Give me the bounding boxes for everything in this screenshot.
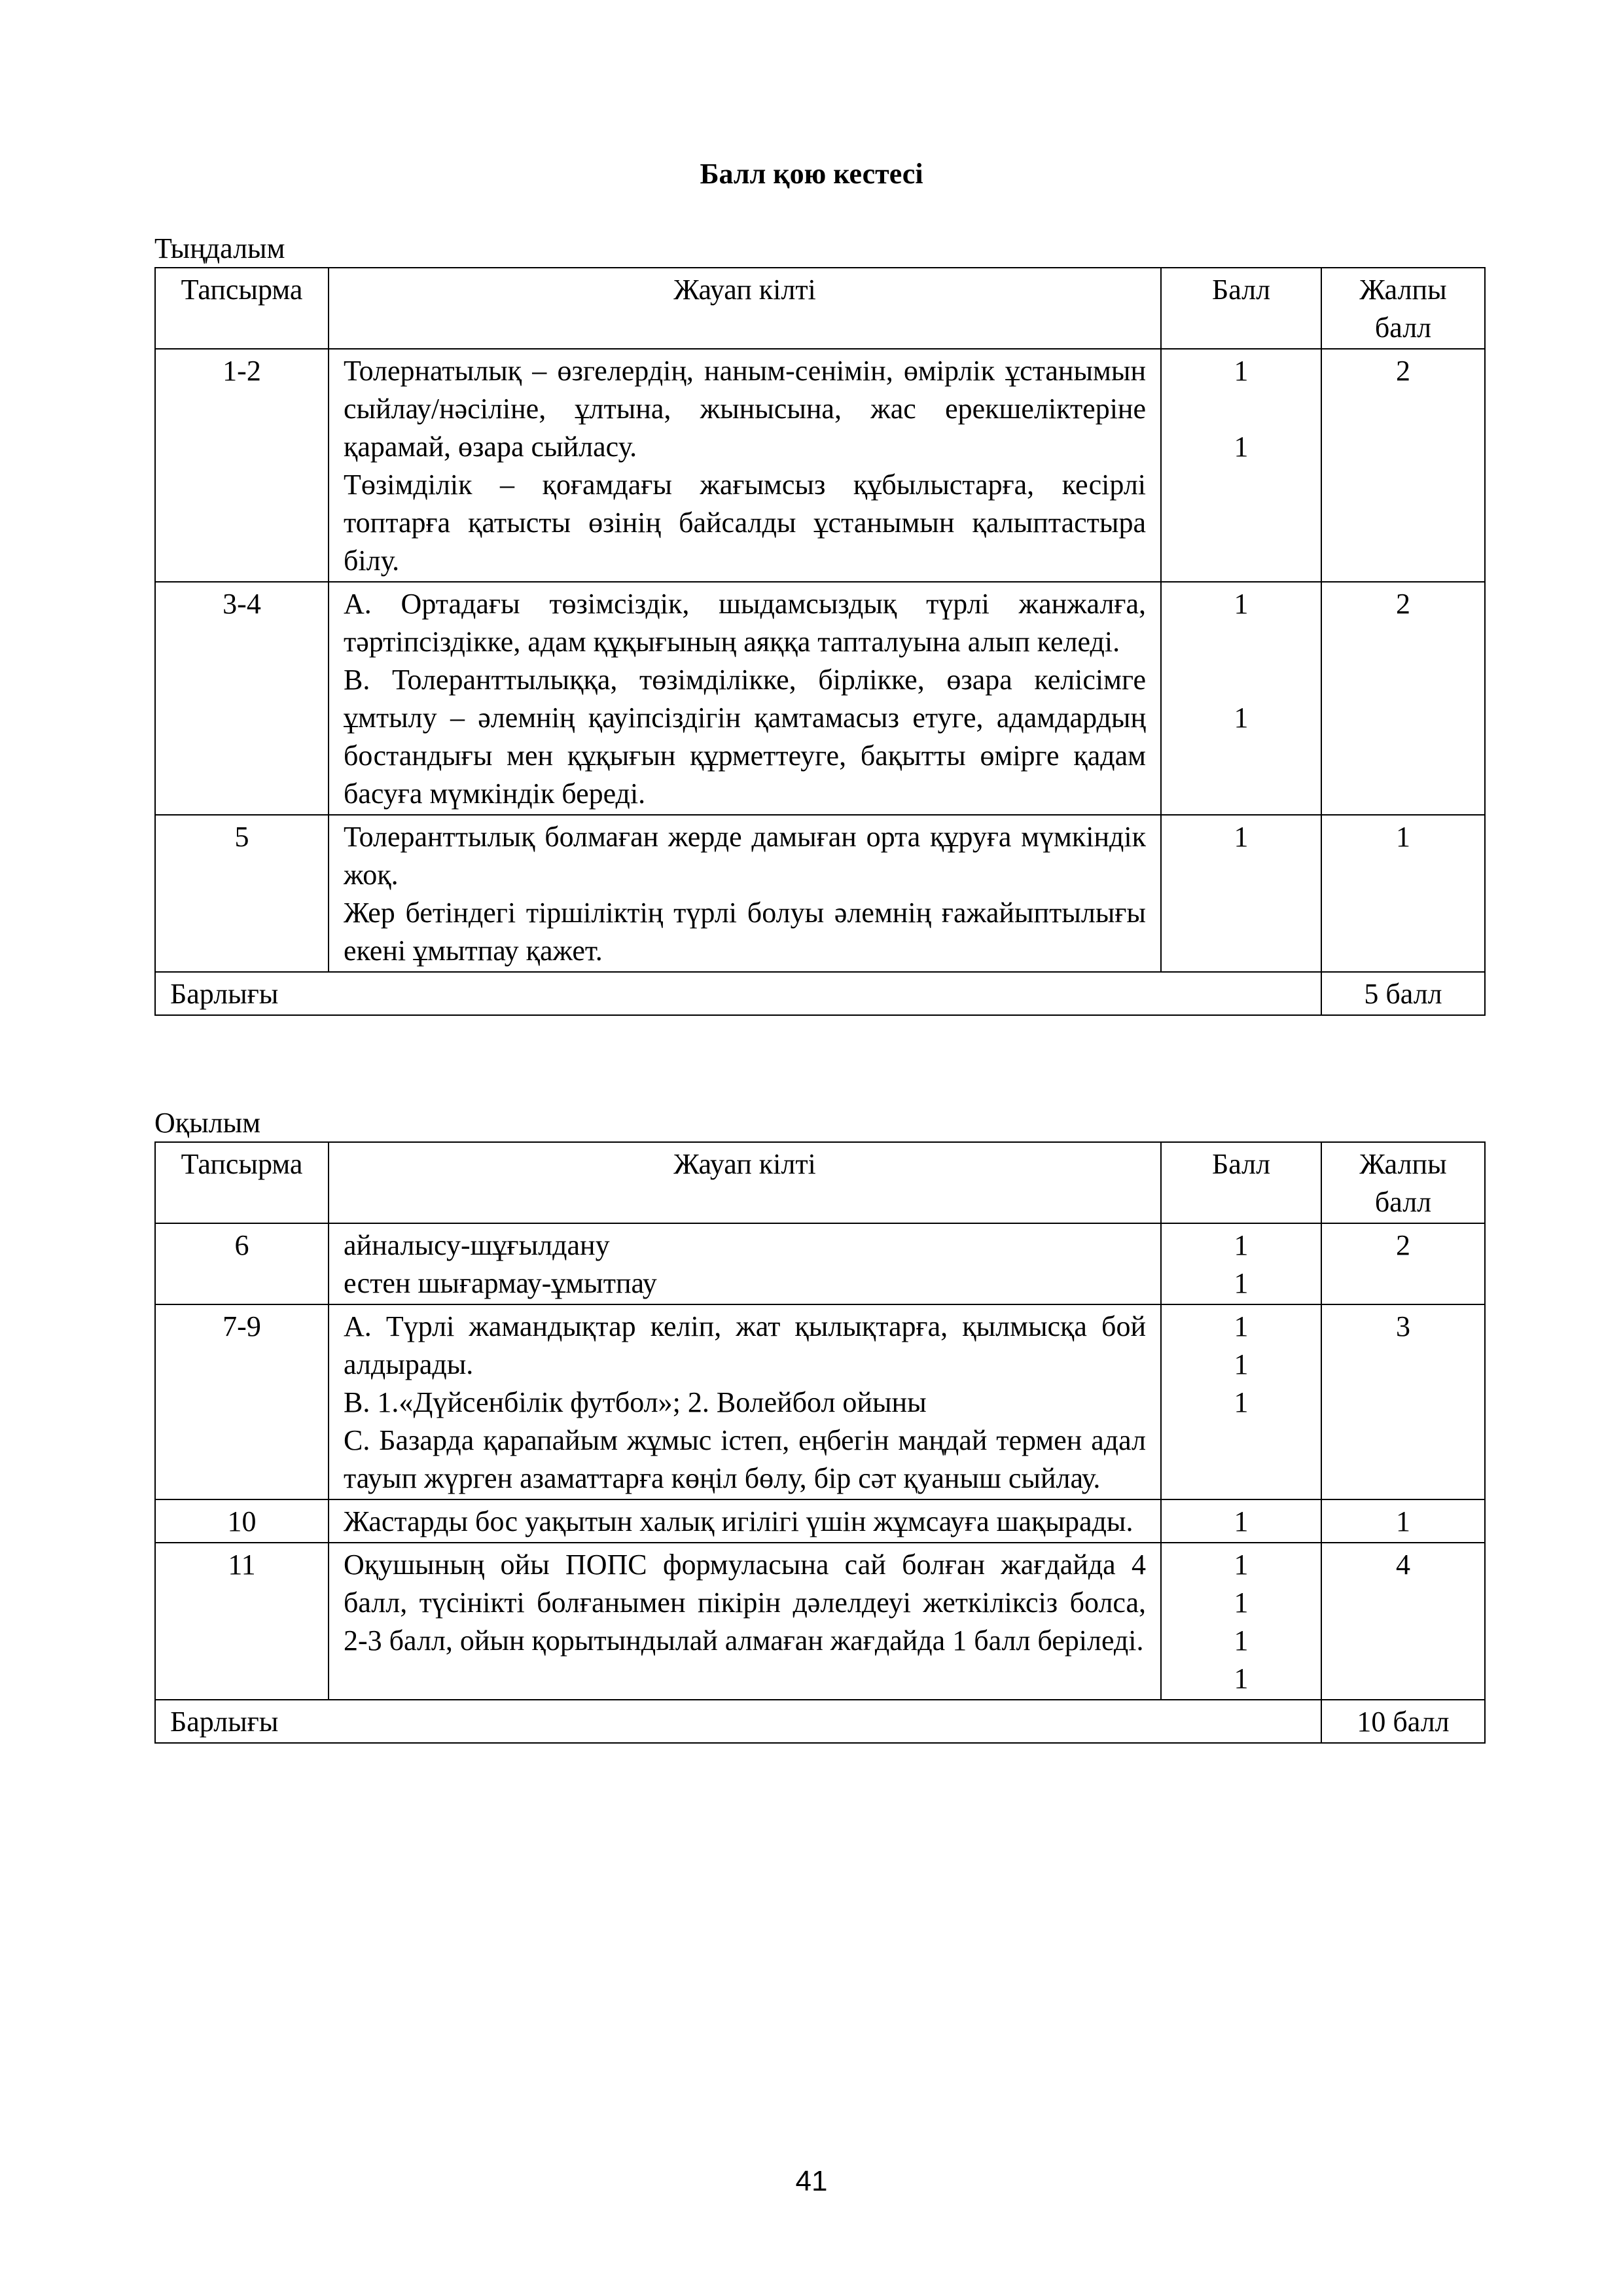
total-score: 2: [1321, 582, 1485, 815]
answer-text: Толеранттылық болмаған жерде дамыған орта құруға мүмкіндік жоқ.: [344, 821, 1146, 891]
answer-key-cell: [329, 1223, 1161, 1304]
header-total-line1: Жалпы: [1359, 1148, 1447, 1180]
header-task: Тапсырма: [155, 268, 329, 349]
task-number: 10: [155, 1499, 329, 1543]
sum-label: Барлығы: [155, 1700, 1321, 1743]
score-value: 1: [1234, 702, 1249, 734]
sum-label: Барлығы: [155, 972, 1321, 1015]
total-score: 3: [1321, 1304, 1485, 1499]
answer-text: Толернатылық – өзгелердің, наным-сенімін, өмірлік ұстанымын сыйлау/нәсіліне, ұлтына, жынысына, жас ерекшеліктеріне қарамай, өзара сыйласу.: [344, 355, 1146, 463]
page-number: 41: [795, 2165, 828, 2197]
answer-text: Жастарды бос уақытын халық игілігі үшін жұмсауға шақырады.: [344, 1505, 1133, 1537]
total-score: 1: [1321, 1499, 1485, 1543]
header-score: Балл: [1161, 1142, 1321, 1223]
table-sum-row: [155, 972, 1485, 1015]
score-value: 1: [1234, 1549, 1249, 1581]
answer-text: Төзімділік – қоғамдағы жағымсыз құбылыстарға, кесірлі топтарға қатысты өзінің байсалды ұстанымын қалыптастыра білу.: [344, 469, 1146, 577]
total-score: 1: [1321, 815, 1485, 972]
score-value: 1: [1234, 1310, 1249, 1342]
task-number: 7-9: [155, 1304, 329, 1499]
answer-text: В. Толеранттылыққа, төзімділікке, бірлікке, өзара келісімге ұмтылу – әлемнің қауіпсіздігін қамтамасыз етуге, адамдардың бостандығы мен құқығын құрметтеуге, бақытты өмірге қадам басуға мүмкіндік береді.: [344, 664, 1146, 810]
answer-text: С. Базарда қарапайым жұмыс істеп, еңбегін маңдай термен адал тауып жүрген азаматтарға көңіл бөлу, бір сәт қуаныш сыйлау.: [344, 1424, 1146, 1494]
task-number: 3-4: [155, 582, 329, 815]
table-row: [155, 1499, 1485, 1543]
header-task: Тапсырма: [155, 1142, 329, 1223]
listening-score-table: [154, 267, 1486, 1016]
score-value: [1176, 623, 1306, 661]
answer-key-cell: [329, 815, 1161, 972]
reading-section-label: Оқылым: [154, 1107, 261, 1139]
score-cell: [1161, 349, 1321, 582]
score-value: 1: [1234, 1348, 1249, 1380]
score-cell: [1161, 1499, 1321, 1543]
answer-text: Жер бетіндегі тіршіліктің түрлі болуы әлемнің ғажайыптылығы екені ұмытпау қажет.: [344, 897, 1146, 967]
header-total-line1: Жалпы: [1359, 274, 1447, 306]
table-row: [155, 815, 1485, 972]
score-cell: [1161, 582, 1321, 815]
score-cell: [1161, 815, 1321, 972]
score-value: 1: [1234, 355, 1249, 387]
page-title: Балл қою кестесі: [700, 158, 923, 190]
answer-text: айналысу-шұғылдану: [344, 1229, 610, 1261]
answer-text: В. 1.«Дүйсенбілік футбол»; 2. Волейбол ойыны: [344, 1386, 927, 1418]
score-value: 1: [1234, 1229, 1249, 1261]
sum-value: 10 балл: [1321, 1700, 1485, 1743]
table-header-row: [155, 1142, 1485, 1223]
score-value: 1: [1234, 1505, 1249, 1537]
answer-key-cell: [329, 582, 1161, 815]
score-value: 1: [1234, 1587, 1249, 1619]
answer-text: А. Түрлі жамандықтар келіп, жат қылықтарға, қылмысқа бой алдырады.: [344, 1310, 1146, 1380]
score-value: 1: [1234, 431, 1249, 463]
answer-key-cell: [329, 1543, 1161, 1700]
table-header-row: [155, 268, 1485, 349]
score-cell: [1161, 1304, 1321, 1499]
score-value: 1: [1234, 1624, 1249, 1657]
table-row: [155, 1543, 1485, 1700]
answer-text: А. Ортадағы төзімсіздік, шыдамсыздық түрлі жанжалға, тәртіпсіздікке, адам құқығының аяққа тапталуына алып келеді.: [344, 588, 1146, 658]
total-score: 2: [1321, 1223, 1485, 1304]
table-row: [155, 349, 1485, 582]
sum-value: 5 балл: [1321, 972, 1485, 1015]
table-sum-row: [155, 1700, 1485, 1743]
task-number: 11: [155, 1543, 329, 1700]
score-value: 1: [1234, 1386, 1249, 1418]
total-score: 4: [1321, 1543, 1485, 1700]
header-total: [1321, 1142, 1485, 1223]
header-answer-key: Жауап кілті: [329, 268, 1161, 349]
listening-section-label: Тыңдалым: [154, 232, 285, 264]
header-answer-key: Жауап кілті: [329, 1142, 1161, 1223]
header-total-line2: балл: [1374, 1186, 1432, 1218]
total-score: 2: [1321, 349, 1485, 582]
task-number: 6: [155, 1223, 329, 1304]
header-total: [1321, 268, 1485, 349]
score-value: 1: [1234, 1267, 1249, 1299]
answer-text: естен шығармау-ұмытпау: [344, 1267, 657, 1299]
score-value: 1: [1234, 821, 1249, 853]
score-value: [1176, 390, 1306, 428]
task-number: 1-2: [155, 349, 329, 582]
score-cell: [1161, 1223, 1321, 1304]
answer-key-cell: [329, 1499, 1161, 1543]
task-number: 5: [155, 815, 329, 972]
reading-score-table: [154, 1141, 1486, 1744]
score-value: 1: [1234, 588, 1249, 620]
header-total-line2: балл: [1374, 312, 1432, 344]
answer-key-cell: [329, 1304, 1161, 1499]
table-row: [155, 582, 1485, 815]
table-row: [155, 1223, 1485, 1304]
score-cell: [1161, 1543, 1321, 1700]
score-value: 1: [1234, 1662, 1249, 1695]
answer-key-cell: [329, 349, 1161, 582]
table-row: [155, 1304, 1485, 1499]
header-score: Балл: [1161, 268, 1321, 349]
score-value: [1176, 661, 1306, 699]
answer-text: Оқушының ойы ПОПС формуласына сай болған жағдайда 4 балл, түсінікті болғанымен пікірін дәлелдеуі жеткіліксіз болса, 2-3 балл, ойын қорытындылай алмаған жағдайда 1 балл беріледі.: [344, 1549, 1146, 1657]
